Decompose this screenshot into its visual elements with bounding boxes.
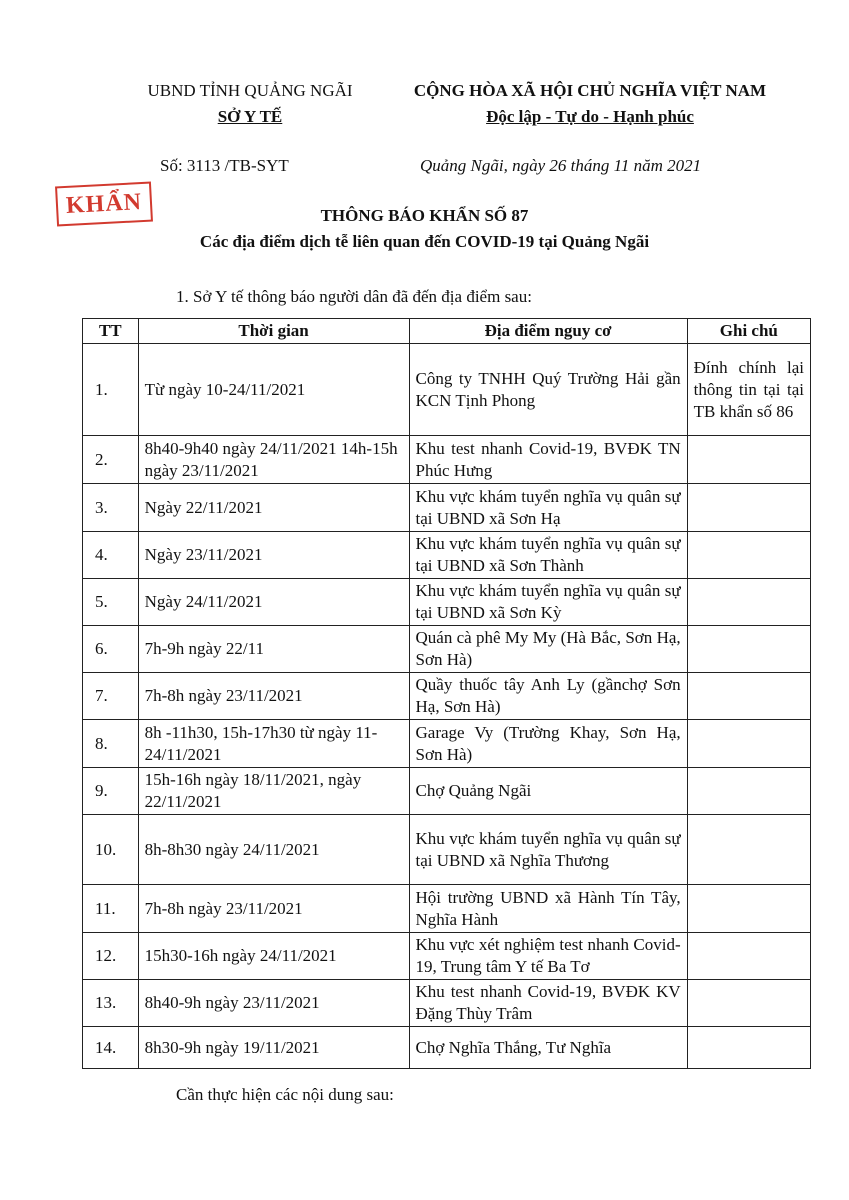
row-time: 8h30-9h ngày 19/11/2021 [138, 1027, 409, 1069]
row-time: Từ ngày 10-24/11/2021 [138, 344, 409, 436]
row-place: Khu vực xét nghiệm test nhanh Covid-19, Trung tâm Y tế Ba Tơ [409, 933, 687, 980]
row-note [687, 484, 810, 532]
footer-text: Cần thực hiện các nội dung sau: [176, 1085, 394, 1104]
table-row [83, 1027, 811, 1069]
header-tt: TT [83, 319, 139, 344]
row-place: Khu vực khám tuyển nghĩa vụ quân sự tại UBND xã Sơn Kỳ [409, 579, 687, 626]
row-tt: 6. [83, 626, 139, 673]
row-tt: 13. [83, 980, 139, 1027]
row-time: 7h-8h ngày 23/11/2021 [138, 885, 409, 933]
row-tt: 4. [83, 532, 139, 579]
table-row [83, 579, 811, 626]
table-row [83, 885, 811, 933]
row-note [687, 768, 810, 815]
row-place: Quầy thuốc tây Anh Ly (gầnchợ Sơn Hạ, Sơn Hà) [409, 673, 687, 720]
row-tt: 11. [83, 885, 139, 933]
table-header-row [83, 319, 811, 344]
row-time: Ngày 23/11/2021 [138, 532, 409, 579]
row-tt: 7. [83, 673, 139, 720]
row-time: 7h-8h ngày 23/11/2021 [138, 673, 409, 720]
row-place: Khu vực khám tuyển nghĩa vụ quân sự tại UBND xã Sơn Hạ [409, 484, 687, 532]
row-time: 15h-16h ngày 18/11/2021, ngày 22/11/2021 [138, 768, 409, 815]
row-tt: 3. [83, 484, 139, 532]
national-motto: Độc lập - Tự do - Hạnh phúc [486, 107, 694, 126]
row-time: 8h40-9h40 ngày 24/11/2021 14h-15h ngày 23/11/2021 [138, 436, 409, 484]
header-place: Địa điểm nguy cơ [409, 319, 687, 344]
row-place: Khu test nhanh Covid-19, BVĐK KV Đặng Thùy Trâm [409, 980, 687, 1027]
header-note: Ghi chú [687, 319, 810, 344]
row-note [687, 933, 810, 980]
table-row [83, 815, 811, 885]
place-date: Quảng Ngãi, ngày 26 tháng 11 năm 2021 [420, 156, 702, 175]
department-name: SỞ Y TẾ [217, 107, 283, 126]
table-row [83, 436, 811, 484]
row-tt: 12. [83, 933, 139, 980]
row-place: Khu vực khám tuyển nghĩa vụ quân sự tại UBND xã Sơn Thành [409, 532, 687, 579]
row-time: 7h-9h ngày 22/11 [138, 626, 409, 673]
row-note [687, 673, 810, 720]
row-note [687, 532, 810, 579]
row-place: Hội trường UBND xã Hành Tín Tây, Nghĩa Hành [409, 885, 687, 933]
row-tt: 5. [83, 579, 139, 626]
row-place: Công ty TNHH Quý Trường Hải gần KCN Tịnh Phong [409, 344, 687, 436]
row-place: Chợ Nghĩa Thắng, Tư Nghĩa [409, 1027, 687, 1069]
header-time: Thời gian [138, 319, 409, 344]
row-tt: 10. [83, 815, 139, 885]
row-time: Ngày 24/11/2021 [138, 579, 409, 626]
row-time: 8h40-9h ngày 23/11/2021 [138, 980, 409, 1027]
table-row [83, 933, 811, 980]
row-place: Khu vực khám tuyển nghĩa vụ quân sự tại UBND xã Nghĩa Thương [409, 815, 687, 885]
row-time: 15h30-16h ngày 24/11/2021 [138, 933, 409, 980]
row-time: Ngày 22/11/2021 [138, 484, 409, 532]
row-note [687, 626, 810, 673]
row-tt: 2. [83, 436, 139, 484]
table-row [83, 980, 811, 1027]
row-time: 8h -11h30, 15h-17h30 từ ngày 11-24/11/2021 [138, 720, 409, 768]
row-note [687, 980, 810, 1027]
row-note [687, 579, 810, 626]
notice-subtitle: Các địa điểm dịch tễ liên quan đến COVID-19 tại Quảng Ngãi [199, 232, 650, 251]
row-place: Chợ Quảng Ngãi [409, 768, 687, 815]
table-row [83, 720, 811, 768]
row-note [687, 815, 810, 885]
row-place: Garage Vy (Trường Khay, Sơn Hạ, Sơn Hà) [409, 720, 687, 768]
table-row [83, 344, 811, 436]
urgent-stamp: KHẨN [55, 182, 153, 227]
intro-text: 1. Sở Y tế thông báo người dân đã đến địa điểm sau: [176, 287, 532, 306]
row-note: Đính chính lại thông tin tại tại TB khẩn số 86 [687, 344, 810, 436]
notice-title: THÔNG BÁO KHẨN SỐ 87 [320, 206, 529, 225]
row-note [687, 720, 810, 768]
document-number: Số: 3113 /TB-SYT [160, 156, 289, 175]
row-tt: 14. [83, 1027, 139, 1069]
row-time: 8h-8h30 ngày 24/11/2021 [138, 815, 409, 885]
row-place: Khu test nhanh Covid-19, BVĐK TN Phúc Hưng [409, 436, 687, 484]
risk-locations-table [82, 318, 811, 1069]
row-tt: 9. [83, 768, 139, 815]
table-row [83, 673, 811, 720]
table-row [83, 768, 811, 815]
table-row [83, 484, 811, 532]
table-row [83, 532, 811, 579]
agency-name: UBND TỈNH QUẢNG NGÃI [147, 81, 353, 100]
national-title: CỘNG HÒA XÃ HỘI CHỦ NGHĨA VIỆT NAM [413, 81, 767, 100]
row-note [687, 1027, 810, 1069]
row-tt: 1. [83, 344, 139, 436]
row-note [687, 885, 810, 933]
row-tt: 8. [83, 720, 139, 768]
row-place: Quán cà phê My My (Hà Bắc, Sơn Hạ, Sơn Hà) [409, 626, 687, 673]
table-row [83, 626, 811, 673]
row-note [687, 436, 810, 484]
